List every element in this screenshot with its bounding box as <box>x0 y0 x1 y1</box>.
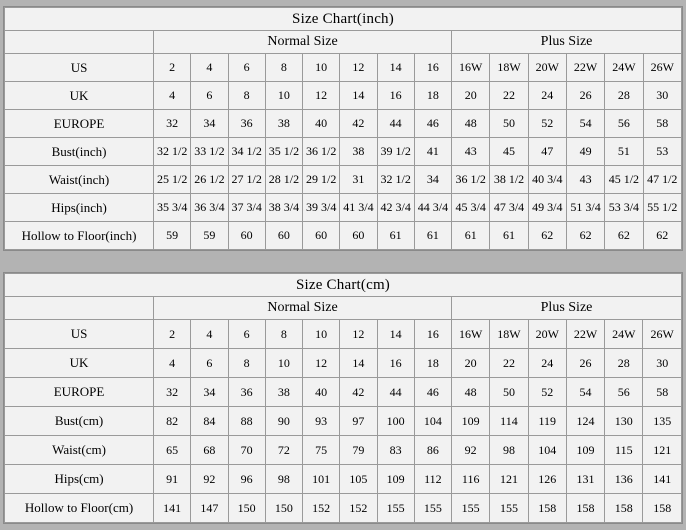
cell: 59 <box>154 222 191 250</box>
group-header-row <box>5 31 682 54</box>
cell: 60 <box>228 222 265 250</box>
cell: 61 <box>490 222 528 250</box>
group-header-normal: Normal Size <box>154 31 452 54</box>
row-label: Hips(inch) <box>5 194 154 222</box>
cell: 58 <box>643 378 682 407</box>
cell: 88 <box>228 407 265 436</box>
cell: 54 <box>566 378 604 407</box>
cell: 16 <box>414 54 451 82</box>
table-row <box>5 465 682 494</box>
cell: 24 <box>528 349 566 378</box>
cell: 45 3/4 <box>452 194 490 222</box>
cell: 62 <box>566 222 604 250</box>
row-label: Hips(cm) <box>5 465 154 494</box>
cell: 61 <box>414 222 451 250</box>
cell: 4 <box>154 349 191 378</box>
table-row <box>5 138 682 166</box>
cell: 96 <box>228 465 265 494</box>
cell: 72 <box>265 436 302 465</box>
cell: 22 <box>490 82 528 110</box>
cell: 86 <box>414 436 451 465</box>
cell: 2 <box>154 320 191 349</box>
cell: 12 <box>303 82 340 110</box>
cell: 14 <box>340 349 377 378</box>
cell: 150 <box>228 494 265 523</box>
cell: 18W <box>490 54 528 82</box>
cell: 79 <box>340 436 377 465</box>
cell: 47 <box>528 138 566 166</box>
cell: 38 1/2 <box>490 166 528 194</box>
cell: 8 <box>265 320 302 349</box>
cell: 6 <box>191 349 228 378</box>
cell: 20W <box>528 54 566 82</box>
cell: 121 <box>490 465 528 494</box>
cell: 26 <box>566 349 604 378</box>
cell: 28 <box>605 82 643 110</box>
cell: 56 <box>605 378 643 407</box>
cell: 53 3/4 <box>605 194 643 222</box>
cell: 90 <box>265 407 302 436</box>
cell: 47 3/4 <box>490 194 528 222</box>
cell: 46 <box>414 110 451 138</box>
chart-title-row <box>5 274 682 297</box>
cell: 44 <box>377 110 414 138</box>
cell: 114 <box>490 407 528 436</box>
cell: 38 <box>265 110 302 138</box>
cell: 16 <box>414 320 451 349</box>
cell: 158 <box>605 494 643 523</box>
cell: 45 1/2 <box>605 166 643 194</box>
cell: 65 <box>154 436 191 465</box>
row-label: Hollow to Floor(inch) <box>5 222 154 250</box>
cell: 39 3/4 <box>303 194 340 222</box>
table-row <box>5 54 682 82</box>
cell: 10 <box>265 349 302 378</box>
cell: 32 <box>154 378 191 407</box>
cell: 39 1/2 <box>377 138 414 166</box>
cell: 152 <box>303 494 340 523</box>
cell: 6 <box>228 320 265 349</box>
cell: 35 3/4 <box>154 194 191 222</box>
cell: 155 <box>490 494 528 523</box>
cell: 8 <box>228 82 265 110</box>
cell: 62 <box>643 222 681 250</box>
cell: 82 <box>154 407 191 436</box>
cell: 35 1/2 <box>265 138 302 166</box>
chart-title: Size Chart(inch) <box>5 8 682 31</box>
cell: 48 <box>452 110 490 138</box>
cell: 18 <box>414 82 451 110</box>
cell: 155 <box>414 494 451 523</box>
cell: 31 <box>340 166 377 194</box>
cell: 92 <box>452 436 490 465</box>
group-header-blank <box>5 31 154 54</box>
cell: 47 1/2 <box>643 166 681 194</box>
cell: 44 <box>377 378 414 407</box>
cell: 38 3/4 <box>265 194 302 222</box>
cell: 10 <box>303 320 340 349</box>
cell: 98 <box>490 436 528 465</box>
table-row <box>5 407 682 436</box>
cell: 45 <box>490 138 528 166</box>
cell: 38 <box>340 138 377 166</box>
cell: 27 1/2 <box>228 166 265 194</box>
cell: 105 <box>340 465 377 494</box>
cell: 36 <box>228 378 265 407</box>
row-label: Bust(inch) <box>5 138 154 166</box>
cell: 121 <box>643 436 682 465</box>
table-row <box>5 378 682 407</box>
cell: 116 <box>452 465 490 494</box>
cell: 49 3/4 <box>528 194 566 222</box>
cell: 42 <box>340 378 377 407</box>
cell: 48 <box>452 378 490 407</box>
table-row <box>5 494 682 523</box>
cell: 41 <box>414 138 451 166</box>
cell: 119 <box>528 407 566 436</box>
cell: 41 3/4 <box>340 194 377 222</box>
cell: 36 1/2 <box>303 138 340 166</box>
cell: 44 3/4 <box>414 194 451 222</box>
cell: 6 <box>191 82 228 110</box>
cell: 22W <box>566 320 604 349</box>
table-row <box>5 110 682 138</box>
cell: 14 <box>377 54 414 82</box>
cell: 2 <box>154 54 191 82</box>
cell: 34 <box>191 110 228 138</box>
cell: 93 <box>303 407 340 436</box>
cell: 98 <box>265 465 302 494</box>
cell: 62 <box>528 222 566 250</box>
cell: 51 3/4 <box>566 194 604 222</box>
row-label: Hollow to Floor(cm) <box>5 494 154 523</box>
cell: 20W <box>528 320 566 349</box>
cell: 130 <box>605 407 643 436</box>
cell: 92 <box>191 465 228 494</box>
table-row <box>5 222 682 250</box>
cell: 6 <box>228 54 265 82</box>
cell: 60 <box>303 222 340 250</box>
cell: 155 <box>377 494 414 523</box>
cell: 62 <box>605 222 643 250</box>
cell: 28 <box>605 349 643 378</box>
row-label: EUROPE <box>5 110 154 138</box>
cell: 51 <box>605 138 643 166</box>
cell: 152 <box>340 494 377 523</box>
size-chart-cm-table <box>4 273 682 523</box>
cell: 58 <box>643 110 681 138</box>
cell: 20 <box>452 82 490 110</box>
row-label: UK <box>5 349 154 378</box>
cell: 18 <box>414 349 451 378</box>
cell: 36 1/2 <box>452 166 490 194</box>
cell: 10 <box>265 82 302 110</box>
size-chart-inch <box>3 6 683 251</box>
cell: 16 <box>377 349 414 378</box>
cell: 4 <box>191 54 228 82</box>
cell: 59 <box>191 222 228 250</box>
table-row <box>5 349 682 378</box>
cell: 46 <box>414 378 451 407</box>
group-header-blank <box>5 297 154 320</box>
cell: 158 <box>528 494 566 523</box>
table-row <box>5 194 682 222</box>
cell: 104 <box>414 407 451 436</box>
cell: 16 <box>377 82 414 110</box>
cell: 141 <box>643 465 682 494</box>
cell: 12 <box>340 320 377 349</box>
cell: 60 <box>340 222 377 250</box>
cell: 101 <box>303 465 340 494</box>
chart-title: Size Chart(cm) <box>5 274 682 297</box>
cell: 42 3/4 <box>377 194 414 222</box>
row-label: US <box>5 320 154 349</box>
row-label: Bust(cm) <box>5 407 154 436</box>
cell: 40 <box>303 378 340 407</box>
group-header-plus: Plus Size <box>452 31 682 54</box>
chart-title-row <box>5 8 682 31</box>
cell: 136 <box>605 465 643 494</box>
row-label: Waist(inch) <box>5 166 154 194</box>
table-row <box>5 320 682 349</box>
cell: 124 <box>566 407 604 436</box>
cell: 18W <box>490 320 528 349</box>
cell: 75 <box>303 436 340 465</box>
cell: 109 <box>377 465 414 494</box>
cell: 34 <box>414 166 451 194</box>
cell: 26 <box>566 82 604 110</box>
cell: 50 <box>490 110 528 138</box>
cell: 12 <box>340 54 377 82</box>
cell: 4 <box>191 320 228 349</box>
cell: 14 <box>340 82 377 110</box>
cell: 26W <box>643 320 682 349</box>
cell: 8 <box>265 54 302 82</box>
table-row <box>5 166 682 194</box>
cell: 49 <box>566 138 604 166</box>
cell: 24W <box>605 54 643 82</box>
cell: 70 <box>228 436 265 465</box>
cell: 26W <box>643 54 681 82</box>
cell: 40 3/4 <box>528 166 566 194</box>
cell: 43 <box>566 166 604 194</box>
cell: 53 <box>643 138 681 166</box>
cell: 84 <box>191 407 228 436</box>
row-label: Waist(cm) <box>5 436 154 465</box>
cell: 61 <box>452 222 490 250</box>
cell: 60 <box>265 222 302 250</box>
cell: 16W <box>452 54 490 82</box>
cell: 40 <box>303 110 340 138</box>
cell: 30 <box>643 349 682 378</box>
cell: 68 <box>191 436 228 465</box>
cell: 158 <box>566 494 604 523</box>
group-header-normal: Normal Size <box>154 297 452 320</box>
cell: 50 <box>490 378 528 407</box>
cell: 36 3/4 <box>191 194 228 222</box>
row-label: EUROPE <box>5 378 154 407</box>
cell: 14 <box>377 320 414 349</box>
cell: 36 <box>228 110 265 138</box>
cell: 61 <box>377 222 414 250</box>
cell: 32 <box>154 110 191 138</box>
cell: 55 1/2 <box>643 194 681 222</box>
cell: 42 <box>340 110 377 138</box>
cell: 131 <box>566 465 604 494</box>
group-header-plus: Plus Size <box>452 297 682 320</box>
cell: 112 <box>414 465 451 494</box>
cell: 34 <box>191 378 228 407</box>
group-header-row <box>5 297 682 320</box>
cell: 37 3/4 <box>228 194 265 222</box>
cell: 150 <box>265 494 302 523</box>
cell: 147 <box>191 494 228 523</box>
cell: 16W <box>452 320 490 349</box>
cell: 22W <box>566 54 604 82</box>
cell: 135 <box>643 407 682 436</box>
cell: 12 <box>303 349 340 378</box>
cell: 126 <box>528 465 566 494</box>
size-chart-inch-table <box>4 7 682 250</box>
cell: 32 1/2 <box>154 138 191 166</box>
cell: 26 1/2 <box>191 166 228 194</box>
cell: 29 1/2 <box>303 166 340 194</box>
cell: 158 <box>643 494 682 523</box>
cell: 54 <box>566 110 604 138</box>
cell: 4 <box>154 82 191 110</box>
cell: 56 <box>605 110 643 138</box>
cell: 83 <box>377 436 414 465</box>
cell: 109 <box>452 407 490 436</box>
cell: 43 <box>452 138 490 166</box>
row-label: UK <box>5 82 154 110</box>
cell: 115 <box>605 436 643 465</box>
table-row <box>5 82 682 110</box>
cell: 155 <box>452 494 490 523</box>
cell: 25 1/2 <box>154 166 191 194</box>
cell: 100 <box>377 407 414 436</box>
cell: 52 <box>528 378 566 407</box>
cell: 33 1/2 <box>191 138 228 166</box>
cell: 34 1/2 <box>228 138 265 166</box>
cell: 32 1/2 <box>377 166 414 194</box>
size-chart-cm <box>3 272 683 524</box>
cell: 38 <box>265 378 302 407</box>
cell: 24 <box>528 82 566 110</box>
cell: 24W <box>605 320 643 349</box>
cell: 97 <box>340 407 377 436</box>
cell: 22 <box>490 349 528 378</box>
cell: 104 <box>528 436 566 465</box>
table-row <box>5 436 682 465</box>
cell: 10 <box>303 54 340 82</box>
cell: 91 <box>154 465 191 494</box>
cell: 30 <box>643 82 681 110</box>
cell: 20 <box>452 349 490 378</box>
cell: 109 <box>566 436 604 465</box>
cell: 52 <box>528 110 566 138</box>
cell: 28 1/2 <box>265 166 302 194</box>
cell: 141 <box>154 494 191 523</box>
cell: 8 <box>228 349 265 378</box>
row-label: US <box>5 54 154 82</box>
